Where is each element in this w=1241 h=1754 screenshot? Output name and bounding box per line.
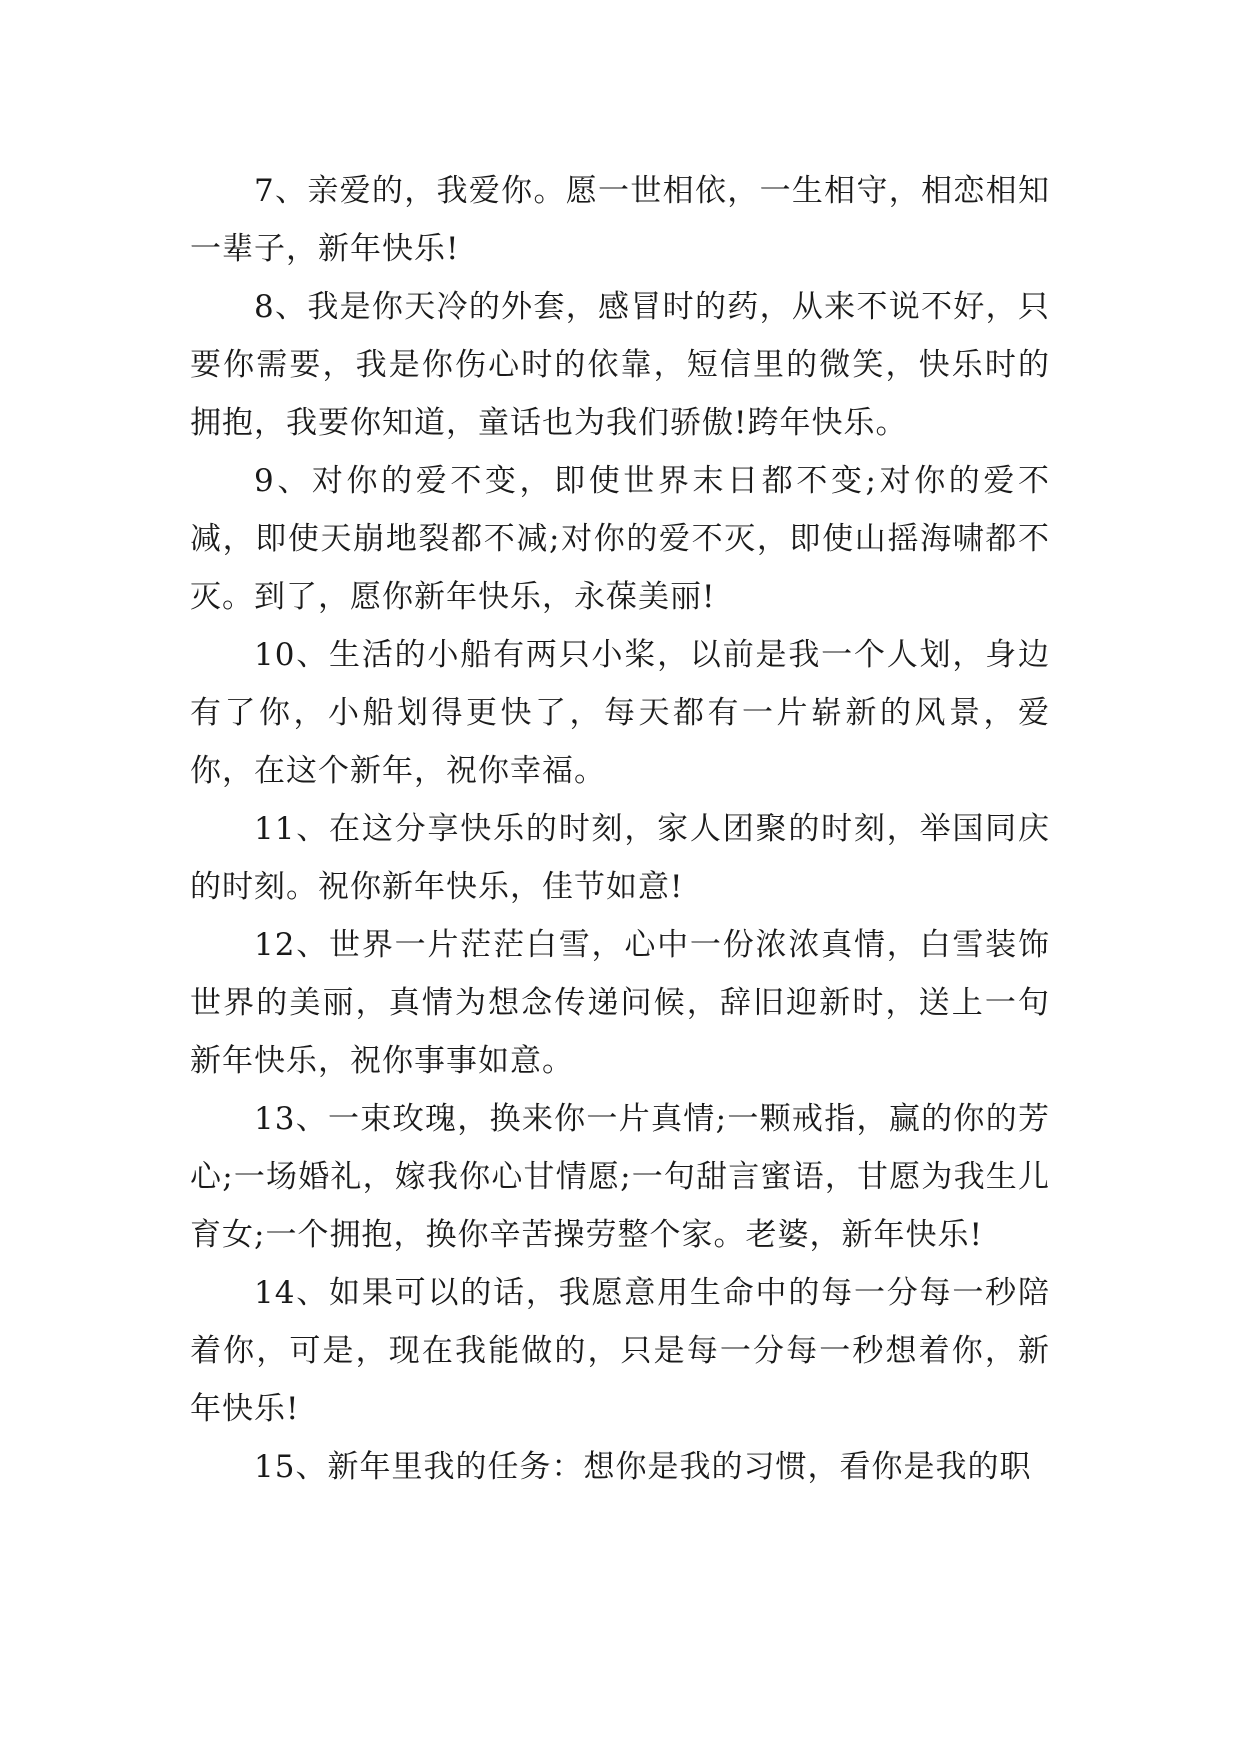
paragraph-9: 9、对你的爱不变，即使世界末日都不变;对你的爱不减，即使天崩地裂都不减;对你的爱不灭，即使山摇海啸都不灭。到了，愿你新年快乐，永葆美丽! bbox=[190, 463, 1050, 615]
paragraph-11: 11、在这分享快乐的时刻，家人团聚的时刻，举国同庆的时刻。祝你新年快乐，佳节如意! bbox=[190, 811, 1050, 905]
paragraph-12: 12、世界一片茫茫白雪，心中一份浓浓真情，白雪装饰世界的美丽，真情为想念传递问候，辞旧迎新时，送上一句新年快乐，祝你事事如意。 bbox=[190, 927, 1050, 1079]
paragraph-10: 10、生活的小船有两只小桨，以前是我一个人划，身边有了你，小船划得更快了，每天都有一片崭新的风景，爱你，在这个新年，祝你幸福。 bbox=[190, 637, 1050, 789]
paragraph-14: 14、如果可以的话，我愿意用生命中的每一分每一秒陪着你，可是，现在我能做的，只是每一分每一秒想着你，新年快乐! bbox=[190, 1275, 1050, 1427]
paragraph-15: 15、新年里我的任务：想你是我的习惯，看你是我的职 bbox=[254, 1449, 1032, 1485]
paragraph-8: 8、我是你天冷的外套，感冒时的药，从来不说不好，只要你需要，我是你伤心时的依靠，短信里的微笑，快乐时的拥抱，我要你知道，童话也为我们骄傲!跨年快乐。 bbox=[190, 289, 1050, 441]
paragraph-7: 7、亲爱的，我爱你。愿一世相依，一生相守，相恋相知一辈子，新年快乐! bbox=[190, 173, 1050, 267]
paragraph-13: 13、一束玫瑰，换来你一片真情;一颗戒指，赢的你的芳心;一场婚礼，嫁我你心甘情愿;一句甜言蜜语，甘愿为我生儿育女;一个拥抱，换你辛苦操劳整个家。老婆，新年快乐! bbox=[190, 1101, 1050, 1253]
document-body bbox=[190, 162, 1050, 1496]
